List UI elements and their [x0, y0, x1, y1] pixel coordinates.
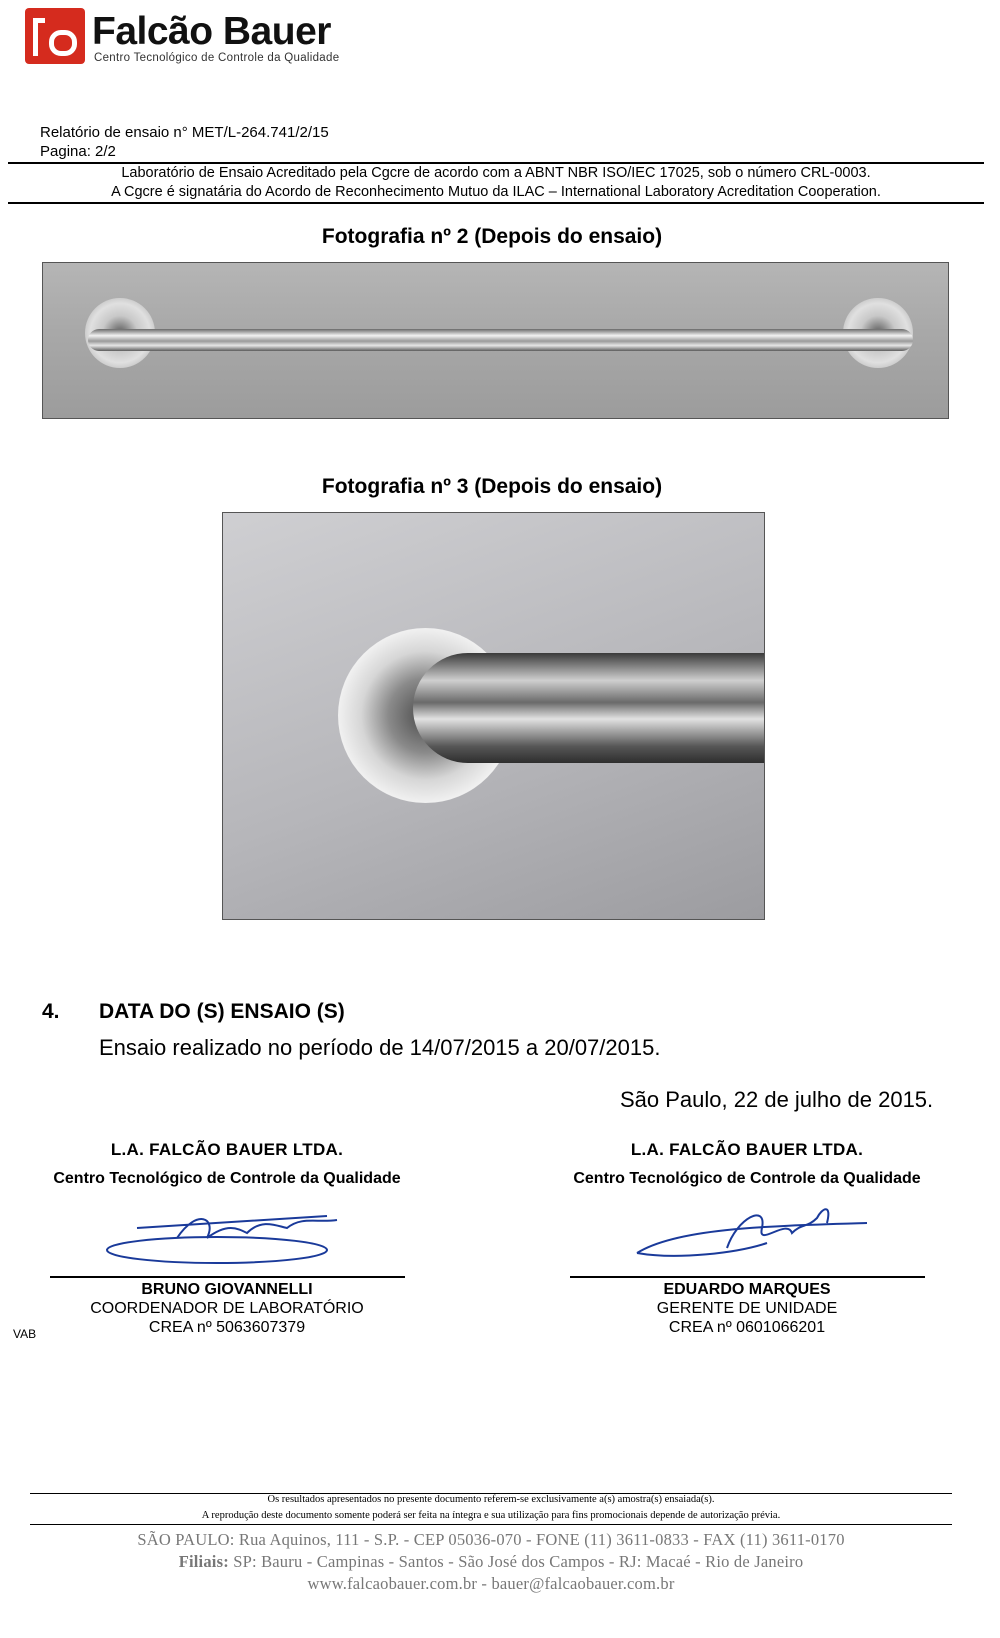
logo-letter-f — [33, 18, 45, 56]
page-number: Pagina: 2/2 — [40, 143, 116, 160]
signature-company: L.A. FALCÃO BAUER LTDA. — [630, 1140, 864, 1159]
signature-line — [570, 1276, 925, 1278]
signatory-role: COORDENADOR DE LABORATÓRIO — [90, 1300, 364, 1317]
signatory-crea: CREA nº 0601066201 — [668, 1319, 826, 1336]
logo-name: Falcão Bauer — [92, 10, 331, 53]
photo-2-grab-bar — [42, 262, 949, 419]
footer-disclaimer-1: Os resultados apresentados no presente documento referem-se exclusivamente a(s) amostra(s) ensaiada(s). — [267, 1494, 715, 1505]
header-rule-bottom — [8, 202, 984, 204]
signatory-crea: CREA nº 5063607379 — [148, 1319, 306, 1336]
signature-line — [50, 1276, 405, 1278]
handwritten-signature-icon — [97, 1198, 357, 1268]
photo-3-tube — [413, 653, 765, 763]
signature-center: Centro Tecnológico de Controle da Qualidade — [573, 1170, 921, 1187]
signatory-name: BRUNO GIOVANNELLI — [141, 1281, 313, 1298]
header-rule-top — [8, 162, 984, 164]
photo-2-caption: Fotografia nº 2 (Depois do ensaio) — [321, 225, 663, 248]
logo-letter-b — [49, 30, 77, 56]
place-date: São Paulo, 22 de julho de 2015. — [620, 1087, 934, 1112]
report-number: Relatório de ensaio n° MET/L-264.741/2/15 — [40, 124, 329, 141]
initials: VAB — [13, 1327, 37, 1341]
signature-company: L.A. FALCÃO BAUER LTDA. — [110, 1140, 344, 1159]
footer-branches — [30, 1552, 952, 1572]
footer-branches-label: Filiais: — [178, 1552, 229, 1571]
signature-block-left — [12, 1140, 442, 1337]
photo-2-bar — [88, 329, 913, 351]
photo-3-caption: Fotografia nº 3 (Depois do ensaio) — [321, 475, 663, 498]
footer-address: SÃO PAULO: Rua Aquinos, 111 - S.P. - CEP 05036-070 - FONE (11) 3611-0833 - FAX (11) 3611-0170 — [137, 1530, 845, 1549]
handwritten-signature-icon — [617, 1198, 877, 1268]
signature-center: Centro Tecnológico de Controle da Qualidade — [53, 1170, 401, 1187]
footer-disclaimer-2: A reprodução deste documento somente poderá ser feita na íntegra e sua utilização para fins promocionais depende de autorização prévia. — [201, 1510, 781, 1521]
signatory-role: GERENTE DE UNIDADE — [656, 1300, 838, 1317]
section-text: Ensaio realizado no período de 14/07/2015 a 20/07/2015. — [99, 1035, 661, 1060]
signature-block-right — [532, 1140, 962, 1337]
footer-rule-bottom — [30, 1524, 952, 1525]
footer-branches-text: SP: Bauru - Campinas - Santos - São José dos Campos - RJ: Macaé - Rio de Janeiro — [233, 1552, 804, 1571]
company-logo-mark — [25, 8, 85, 64]
signatory-name: EDUARDO MARQUES — [663, 1281, 831, 1298]
accreditation-line-1: Laboratório de Ensaio Acreditado pela Cgcre de acordo com a ABNT NBR ISO/IEC 17025, sob o número CRL-0003. — [121, 165, 871, 181]
logo-subtitle: Centro Tecnológico de Controle da Qualidade — [94, 52, 340, 64]
footer-contact: www.falcaobauer.com.br - bauer@falcaobauer.com.br — [307, 1574, 675, 1593]
accreditation-line-2: A Cgcre é signatária do Acordo de Reconhecimento Mutuo da ILAC – International Laboratory Acreditation Cooperation. — [111, 184, 881, 200]
photo-3-grab-bar-detail — [222, 512, 765, 920]
section-title: DATA DO (S) ENSAIO (S) — [99, 1000, 345, 1023]
section-number: 4. — [42, 1000, 60, 1023]
